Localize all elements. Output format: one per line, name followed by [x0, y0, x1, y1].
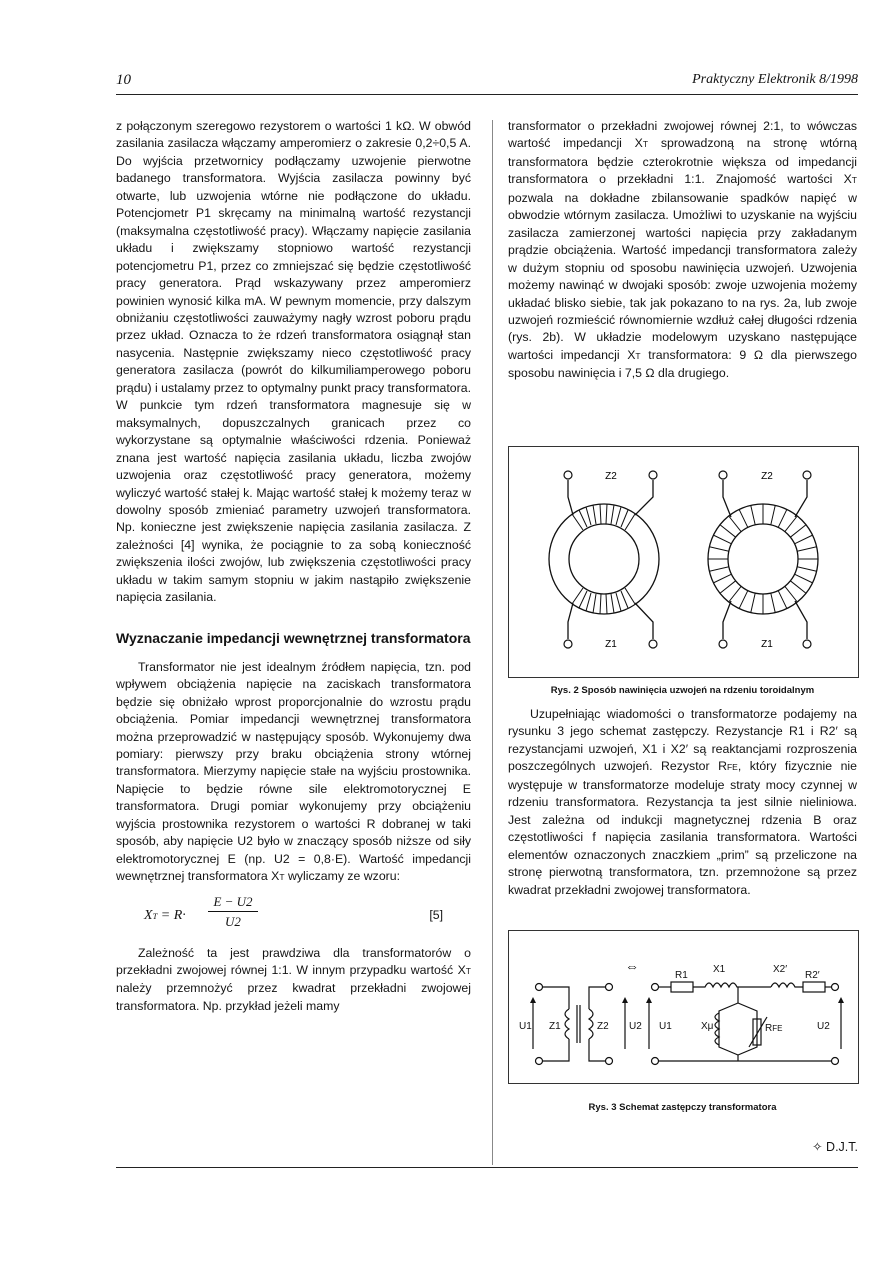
left-column — [116, 118, 471, 1015]
fig3-label-rfe: RFE — [765, 1023, 783, 1034]
figure-2-caption: Rys. 2 Sposób nawinięcia uzwojeń na rdzeniu toroidalnym — [550, 685, 815, 696]
formula-fraction — [208, 893, 258, 931]
figure-3-caption: Rys. 3 Schemat zastępczy transformatora — [588, 1102, 777, 1113]
winding-turn — [785, 586, 797, 602]
winding-turn — [751, 593, 755, 612]
formula-denominator: U2 — [225, 914, 241, 930]
winding-turn — [739, 591, 748, 609]
winding-turn — [778, 591, 787, 609]
toroid-a-terminals — [564, 471, 657, 648]
header-rule — [116, 94, 858, 95]
winding-turn — [713, 535, 731, 544]
right-paragraph-1: transformator o przekładni zwojowej równej 2:1, to wówczas wartość impedancji XT sprowadzoną na stronę wtórną transformatora będzie czterokrotnie większa od impedancji transformatora o przekładni 1:1. Znajomość wartości XT pozwala na dokładne zbilansowanie spadków napięć w obwodzie wtórnym zasilacza. Umożliwi to uzyskanie na wyjściu zasilacza zamierzonej wartości napięcia przy zakładanym prądzie obciążenia. Wartość impedancji transformatora zależy w dużym stopniu od sposobu nawinięcia uzwojeń. Uzwojenia możemy nawinąć w dwojaki sposób: zwoje uzwojenia możemy układać blisko siebie, tak jak pokazano to na rys. 2a, lub zwoje uzwojeń rozmieścić równomiernie wzdłuż całej długości rdzenia (rys. 2b). W układzie modelowym uzyskano następujące wartości impedancji XT transformatora: 9 Ω dla pierwszego sposobu nawinięcia i 7,5 Ω dla drugiego. — [508, 119, 858, 381]
winding-turn — [729, 516, 741, 532]
winding-turn — [790, 581, 806, 593]
figure-2-toroid-windings — [508, 446, 859, 678]
winding-turn — [797, 547, 816, 551]
footer-rule — [116, 1167, 858, 1168]
toroid-a — [549, 480, 659, 639]
winding-turn — [739, 509, 748, 527]
fig3-label-u1-left: U1 — [519, 1021, 532, 1032]
fig3-label-z2: Z2 — [597, 1021, 609, 1032]
winding-turn — [720, 525, 736, 537]
left-paragraph-2: Transformator nie jest idealnym źródłem napięcia, tzn. pod wpływem obciążenia napięcie na zaciskach transformatora będzie się obniżało wprost proporcjonalnie do wzrostu prądu obciążenia. Pomiar impedancji wewnętrznej transformatora można przeprowadzić w następujący sposób. Wykonujemy dwa pomiary: pierwszy przy braku obciążenia strony wtórnej transformatora. Mierzymy napięcie stałe na wyjściu prostownika. Napięcie to będzie równe sile elektromotorycznej E transformatora. Drugi pomiar wykonujemy przy obciążeniu wyjścia prostownika rezystorem o wartości R dobranej w taki sposób, aby napięcie U2 było w znaczący sposób niższe od siły elektromotorycznej E (np. U2 = 0,8·E). Wartość impedancji wewnętrznej transformatora XT wyliczamy ze wzoru: — [116, 659, 471, 884]
formula-numerator: E − U2 — [208, 893, 258, 912]
fig3-label-x2p: X2′ — [773, 964, 788, 975]
fig3-label-r2p: R2′ — [805, 970, 820, 981]
left-paragraph-1: z połączonym szeregowo rezystorem o wartości 1 kΩ. W obwód zasilania zasilacza włączamy amperomierz o zakresie 0,2÷0,5 A. Do wyjścia przetwornicy podłączamy uzwojenie pierwotne badanego transformatora. Wyjścia zasilacza powinny być otwarte, lub uzwojenia wtórne nie podłączone do układu. Potencjometr P1 skręcamy na minimalną wartość rezystancji (maksymalna częstotliwość pracy). Włączamy napięcie zasilania układu i zwiększamy stopniowo wartość rezystancji potencjometru P1, przez co zmniejszać się będzie częstotliwość pracy generatora. Prąd wskazywany przez amperomierz powinien wynosić kilka mA. W pewnym momencie, przy dalszym obniżaniu częstotliwości zauważymy nagły wzrost poboru prądu przez układ. Oznacza to że rdzeń transformatora osiągnął stan nasycenia. Następnie zwiększamy nieco częstotliwość pracy generatora zasilacza (powrót do kilkumiliamperowego poboru prądu) i ustalamy przez to optymalny punkt pracy transformatora. W punkcie tym rdzeń transformatora magnesuje się w maksymalnych, dopuszczalnych granicach przez co wykorzystane są optymalnie właściwości rdzenia. Ponieważ znana jest wartość napięcia zasilania układu, liczba zwojów uzwojenia oraz częstotliwość pracy generatora, możemy wyliczyć wartość stałej k. Mając wartość stałej k możemy teraz w dowolny sposób zmieniać parametry uzwojeń transformatora. Np. konieczne jest zwiększenie napięcia zasilania zasilacza. Z zależności [4] wynika, że pociągnie to za sobą konieczność zwiększenia ilości zwojów, lub zwiększenia częstotliwości pracy układu w takim samym stopniu w jakim nastąpiło zwiększenie napięcia zasilania. — [116, 119, 471, 605]
fig3-arrow: ⇔ — [625, 958, 639, 974]
right-column — [508, 118, 857, 383]
fig3-label-r1: R1 — [675, 970, 688, 981]
section-heading: Wyznaczanie impedancji wewnętrznej transformatora — [116, 629, 471, 646]
winding-turn — [709, 547, 728, 551]
winding-turn — [778, 509, 787, 527]
winding-turn — [709, 567, 728, 571]
fig2b-label-z1: Z1 — [761, 639, 773, 650]
winding-turn — [771, 593, 775, 612]
right-paragraph-2: Uzupełniając wiadomości o transformatorze podajemy na rysunku 3 jego schemat zastępczy. Rezystancje R1 i R2′ są rezystancjami uzwojeń, X1 i X2′ są reaktancjami rozproszenia poszczególnych uzwojeń. Rezystor RFE, który fizycznie nie występuje w transformatorze modeluje straty mocy czynnej w rdzeniu transformatora. Rezystancja ta jest silnie nieliniowa. Jest zależna od indukcji magnetycznej rdzenia B oraz częstotliwości f napięcia zasilania transformatora. Wartości elementów oznaczonych znaczkiem „prim” są przeliczone na stronę pierwotną transformatora, tzn. przemnożone są przez kwadrat przekładni zwojowej transformatora. — [508, 707, 857, 897]
fig3-label-xmu: Xμ — [701, 1021, 714, 1032]
toroid-b-terminals — [719, 471, 811, 648]
figure-3-drawing — [509, 931, 858, 1083]
winding-turn — [785, 516, 797, 532]
author-signature: ✧ D.J.T. — [812, 1140, 858, 1154]
winding-turn — [720, 581, 736, 593]
formula-5 — [116, 893, 471, 937]
fig2b-label-z2: Z2 — [761, 471, 773, 482]
left-paragraph-3: Zależność ta jest prawdziwa dla transformatorów o przekładni zwojowej równej 1:1. W innym przypadku wartość XT należy przemnożyć przez kwadrat przekładni zwojowej transformatora. Np. przykład jeżeli mamy — [116, 945, 471, 1013]
winding-turn — [790, 525, 806, 537]
fig3-label-x1: X1 — [713, 964, 726, 975]
journal-title: Praktyczny Elektronik 8/1998 — [692, 72, 858, 87]
figure-3-equivalent-circuit — [508, 930, 859, 1084]
page-header — [116, 72, 858, 94]
column-divider — [492, 120, 493, 1165]
fig2a-label-z1: Z1 — [605, 639, 617, 650]
winding-turn — [795, 574, 813, 583]
winding-turn — [713, 574, 731, 583]
fig3-label-u2-right: U2 — [817, 1021, 830, 1032]
winding-turn — [797, 567, 816, 571]
winding-turn — [771, 505, 775, 524]
fig3-label-z1: Z1 — [549, 1021, 561, 1032]
formula-lhs: XT = R· — [144, 907, 186, 923]
fig3-label-u2-left: U2 — [629, 1021, 642, 1032]
figure-2-drawing — [509, 447, 858, 677]
toroid-b — [708, 480, 818, 639]
winding-turn — [729, 586, 741, 602]
winding-turn — [751, 505, 755, 524]
fig3-label-u1-right: U1 — [659, 1021, 672, 1032]
right-column-lower — [508, 706, 857, 899]
fig2a-label-z2: Z2 — [605, 471, 617, 482]
formula-number: [5] — [429, 907, 443, 922]
winding-turn — [795, 535, 813, 544]
page-number: 10 — [116, 72, 131, 88]
